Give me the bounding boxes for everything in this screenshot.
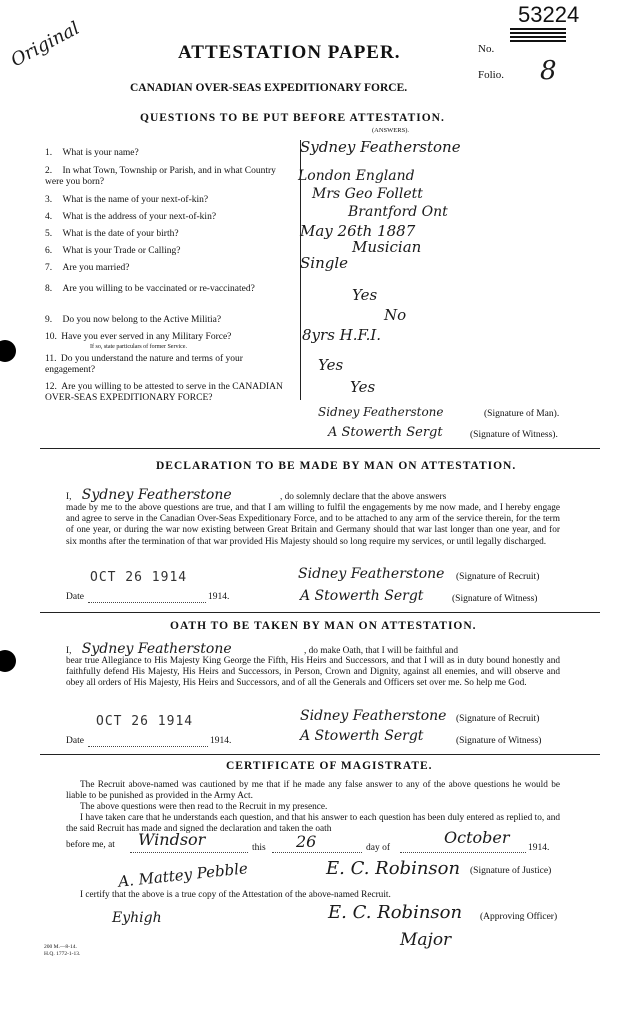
- answer-1: Sydney Featherstone: [300, 138, 461, 156]
- answers-label: (ANSWERS).: [372, 127, 410, 134]
- declaration-witness-label: (Signature of Witness): [452, 594, 538, 604]
- oath-year: 1914.: [210, 736, 232, 746]
- justice-signature: E. C. Robinson: [326, 858, 461, 879]
- page-subtitle: CANADIAN OVER-SEAS EXPEDITIONARY FORCE.: [130, 82, 408, 94]
- question-9: [45, 315, 221, 326]
- question-6: [45, 246, 180, 257]
- answer-10: 8yrs H.F.I.: [302, 326, 382, 344]
- question-text: In what Town, Township or Parish, and in what Country were you born?: [45, 166, 276, 187]
- declaration-date-stamp: OCT 26 1914: [90, 570, 188, 585]
- declaration-body: made by me to the above questions are true, and that I am willing to fulfil the engagements by me now made, and I hereby engage and agree to serve in the Canadian Over-Seas Expeditionary Force, and to be attached to any arm of the service therein, for the term of one year, or during the war now existing between Great Britain and Germany should that war last longer than one year, and for six months after the termination of that war provided His Majesty should so long require my services, or until legally discharged.: [66, 503, 560, 547]
- magistrate-para-3: I have taken care that he understands each question, and that his answer to each question has been duly entered as replied to, and the said Recruit has made and signed the declaration and taken the oath: [66, 813, 560, 835]
- question-text: Do you now belong to the Active Militia?: [62, 315, 222, 325]
- serial-number: 53224: [518, 2, 580, 27]
- question-number: 4.: [45, 212, 53, 222]
- approving-rank: Major: [400, 930, 452, 950]
- day-line: [272, 852, 362, 853]
- question-7: [45, 263, 130, 274]
- question-text: Have you ever served in any Military Force?: [61, 332, 232, 342]
- print-code-1: 200 M.—8-14.: [44, 944, 77, 950]
- question-number: 10.: [45, 332, 57, 342]
- month-line: [400, 852, 526, 853]
- print-code-2: H.Q. 1772-1-13.: [44, 951, 81, 957]
- question-number: 5.: [45, 229, 53, 239]
- magistrate-heading: CERTIFICATE OF MAGISTRATE.: [226, 760, 433, 772]
- man-signature: Sidney Featherstone: [318, 405, 444, 419]
- approving-label: (Approving Officer): [480, 912, 558, 922]
- place-value: Windsor: [138, 830, 206, 849]
- question-4: [45, 212, 216, 223]
- oath-recruit-label: (Signature of Recruit): [456, 714, 540, 724]
- oath-date-label: Date: [66, 736, 84, 746]
- before-me-label: before me, at: [66, 840, 115, 850]
- stray-signature-1: A. Mattey Pebble: [117, 859, 249, 891]
- i-label: I,: [66, 646, 72, 656]
- place-line: [130, 852, 248, 853]
- oath-witness-signature: A Stowerth Sergt: [300, 728, 424, 744]
- question-number: 9.: [45, 315, 53, 325]
- question-number: 11.: [45, 354, 57, 364]
- declaration-first-line: [66, 487, 566, 503]
- day-of-label: day of: [366, 843, 391, 853]
- answer-8: Yes: [352, 286, 378, 304]
- question-2: [45, 166, 285, 188]
- question-text: What is the date of your birth?: [62, 229, 179, 239]
- oath-name: Sydney Featherstone: [81, 641, 232, 657]
- folio-label: Folio.: [478, 69, 504, 81]
- declaration-text-start: , do solemnly declare that the above answers: [279, 492, 447, 502]
- question-number: 8.: [45, 284, 53, 294]
- answer-2: London England: [298, 168, 415, 184]
- magistrate-para-2: The above questions were then read to the Recruit in my presence.: [80, 802, 328, 812]
- divider: [40, 448, 600, 449]
- question-number: 6.: [45, 246, 53, 256]
- question-text: What is the name of your next-of-kin?: [62, 195, 209, 205]
- oath-text-start: , do make Oath, that I will be faithful and: [303, 646, 459, 656]
- question-text: Are you willing to be vaccinated or re-vaccinated?: [62, 284, 255, 294]
- question-10: [45, 332, 231, 343]
- answer-brace: [290, 140, 301, 400]
- magistrate-year: 1914.: [528, 843, 550, 853]
- oath-body: bear true Allegiance to His Majesty King George the Fifth, His Heirs and Successors, and that I will as in duty bound honestly and faithfully defend His Majesty, His Heirs and Successors, in Person, Crown and Dignity, against all enemies, and will observe and obey all orders of His Majesty, His Heirs and Successors, and of all the Generals and Officers set over me. So help me God.: [66, 656, 560, 689]
- original-note: Original: [7, 17, 84, 72]
- question-text: What is your Trade or Calling?: [62, 246, 181, 256]
- question-number: 12.: [45, 382, 57, 392]
- page-title: ATTESTATION PAPER.: [178, 42, 401, 63]
- punch-hole-top: [0, 340, 16, 362]
- answer-9: No: [384, 306, 407, 324]
- day-value: 26: [296, 832, 317, 851]
- question-text: What is the address of your next-of-kin?: [62, 212, 217, 222]
- question-1: [45, 148, 305, 159]
- oath-date-line: [88, 746, 208, 747]
- answer-4: Brantford Ont: [348, 204, 448, 220]
- month-value: October: [444, 828, 510, 847]
- declaration-heading: DECLARATION TO BE MADE BY MAN ON ATTESTATION.: [156, 460, 517, 472]
- declaration-year: 1914.: [208, 592, 230, 602]
- no-label: No.: [478, 43, 495, 55]
- approving-signature: E. C. Robinson: [328, 902, 463, 923]
- question-number: 2.: [45, 166, 53, 176]
- question-5: [45, 229, 179, 240]
- declaration-recruit-label: (Signature of Recruit): [456, 572, 540, 582]
- answer-5: May 26th 1887: [300, 222, 416, 240]
- question-text: Do you understand the nature and terms of your engagement?: [45, 354, 243, 375]
- question-11: [45, 354, 295, 376]
- questions-heading: QUESTIONS TO BE PUT BEFORE ATTESTATION.: [140, 112, 445, 124]
- declaration-witness-signature: A Stowerth Sergt: [300, 588, 424, 604]
- question-10-note: If so, state particulars of former Service.: [90, 344, 187, 350]
- declaration-date-label: Date: [66, 592, 84, 602]
- answer-12: Yes: [350, 378, 376, 396]
- oath-heading: OATH TO BE TAKEN BY MAN ON ATTESTATION.: [170, 620, 477, 632]
- question-3: [45, 195, 208, 206]
- man-signature-label: (Signature of Man).: [484, 409, 560, 419]
- i-label: I,: [66, 492, 72, 502]
- punch-hole-bottom: [0, 650, 16, 672]
- question-12: [45, 382, 305, 404]
- oath-witness-label: (Signature of Witness): [456, 736, 542, 746]
- justice-label: (Signature of Justice): [470, 866, 552, 876]
- stray-signature-2: Eyhigh: [112, 910, 162, 926]
- answer-3: Mrs Geo Follett: [312, 186, 423, 202]
- declaration-recruit-signature: Sidney Featherstone: [298, 566, 445, 582]
- oath-date-stamp: OCT 26 1914: [96, 714, 194, 729]
- question-number: 3.: [45, 195, 53, 205]
- serial-strike: [510, 28, 566, 42]
- answer-11: Yes: [318, 356, 344, 374]
- oath-recruit-signature: Sidney Featherstone: [300, 708, 447, 724]
- divider: [40, 612, 600, 613]
- q-witness-signature: A Stowerth Sergt: [328, 425, 443, 440]
- declarant-name: Sydney Featherstone: [81, 487, 232, 503]
- q-witness-signature-label: (Signature of Witness).: [470, 430, 558, 440]
- question-text: Are you married?: [62, 263, 130, 273]
- question-text: Are you willing to be attested to serve in the CANADIAN OVER-SEAS EXPEDITIONARY FORCE?: [45, 382, 283, 403]
- divider: [40, 754, 600, 755]
- answer-6: Musician: [352, 238, 422, 256]
- folio-value: 8: [540, 56, 557, 86]
- certify-text: I certify that the above is a true copy of the Attestation of the above-named Recruit.: [80, 890, 391, 900]
- question-text: What is your name?: [62, 148, 139, 158]
- question-8: [45, 280, 295, 298]
- declaration-date-line: [88, 602, 206, 603]
- magistrate-para-1: The Recruit above-named was cautioned by me that if he made any false answer to any of the above questions he would be liable to be punished as provided in the Army Act.: [66, 780, 560, 802]
- question-number: 7.: [45, 263, 53, 273]
- question-number: 1.: [45, 148, 53, 158]
- answer-7: Single: [300, 254, 349, 272]
- this-label: this: [252, 843, 266, 853]
